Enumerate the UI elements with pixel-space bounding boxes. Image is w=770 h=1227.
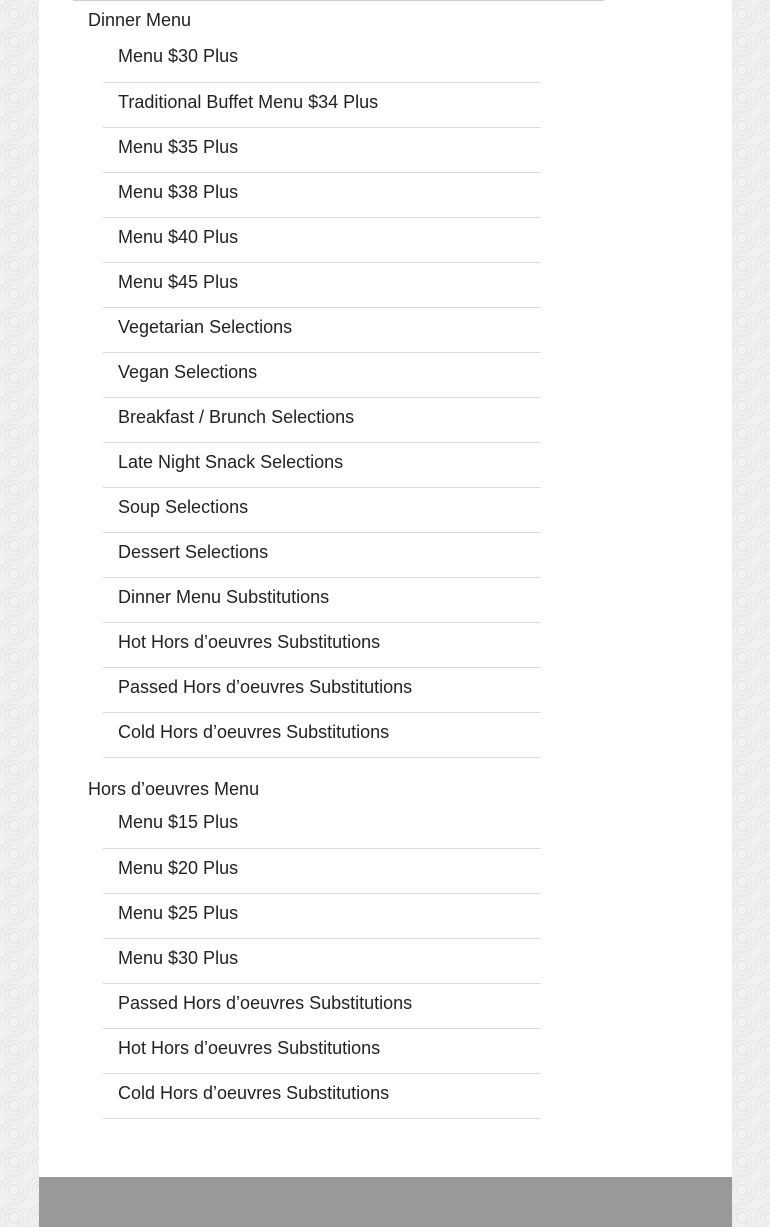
list-item [103, 128, 541, 173]
dinner-menu-list [88, 38, 548, 758]
list-item [103, 713, 541, 758]
list-item [103, 218, 541, 263]
list-item [103, 263, 541, 308]
breakfast-brunch-selections-link[interactable]: Breakfast / Brunch Selections [118, 407, 355, 427]
hors-passed-substitutions-link[interactable]: Passed Hors d’oeuvres Substitutions [118, 993, 413, 1013]
list-item [103, 398, 541, 443]
vegan-selections-link[interactable]: Vegan Selections [118, 362, 258, 382]
dinner-cold-hors-substitutions-link[interactable]: Cold Hors d’oeuvres Substitutions [118, 722, 390, 742]
list-item [103, 533, 541, 578]
dinner-menu-40-plus-link[interactable]: Menu $40 Plus [118, 227, 239, 247]
dinner-menu-45-plus-link[interactable]: Menu $45 Plus [118, 272, 239, 292]
list-item [103, 308, 541, 353]
dinner-menu-30-plus-link[interactable]: Menu $30 Plus [118, 46, 239, 66]
dessert-selections-link[interactable]: Dessert Selections [118, 542, 269, 562]
list-item [103, 984, 541, 1029]
late-night-snack-selections-link[interactable]: Late Night Snack Selections [118, 452, 344, 472]
dinner-hot-hors-substitutions-link[interactable]: Hot Hors d’oeuvres Substitutions [118, 632, 381, 652]
list-item [103, 849, 541, 894]
dinner-menu-35-plus-link[interactable]: Menu $35 Plus [118, 137, 239, 157]
list-item [103, 38, 541, 83]
content-panel [39, 0, 732, 1227]
list-item [103, 578, 541, 623]
menu-navigation [88, 2, 548, 1119]
list-item [103, 488, 541, 533]
hors-hot-substitutions-link[interactable]: Hot Hors d’oeuvres Substitutions [118, 1038, 381, 1058]
dinner-passed-hors-substitutions-link[interactable]: Passed Hors d’oeuvres Substitutions [118, 677, 413, 697]
dinner-menu-substitutions-link[interactable]: Dinner Menu Substitutions [118, 587, 330, 607]
list-item [103, 173, 541, 218]
hors-doeuvres-menu-link[interactable]: Hors d’oeuvres Menu [88, 779, 260, 799]
list-item [103, 894, 541, 939]
traditional-buffet-menu-link[interactable]: Traditional Buffet Menu $34 Plus [118, 92, 379, 112]
list-item [103, 1029, 541, 1074]
list-item [103, 623, 541, 668]
hors-doeuvres-menu-list [88, 804, 548, 1119]
dinner-menu-link[interactable]: Dinner Menu [88, 10, 192, 30]
top-divider [73, 0, 604, 1]
list-item [103, 443, 541, 488]
hors-cold-substitutions-link[interactable]: Cold Hors d’oeuvres Substitutions [118, 1083, 390, 1103]
list-item [103, 353, 541, 398]
list-item [103, 83, 541, 128]
hors-menu-20-plus-link[interactable]: Menu $20 Plus [118, 858, 239, 878]
list-item [103, 804, 541, 849]
hors-menu-25-plus-link[interactable]: Menu $25 Plus [118, 903, 239, 923]
list-item [103, 1074, 541, 1119]
hors-menu-30-plus-link[interactable]: Menu $30 Plus [118, 948, 239, 968]
list-item [103, 668, 541, 713]
footer-bar [39, 1177, 732, 1227]
list-item [103, 939, 541, 984]
soup-selections-link[interactable]: Soup Selections [118, 497, 249, 517]
dinner-menu-38-plus-link[interactable]: Menu $38 Plus [118, 182, 239, 202]
hors-menu-15-plus-link[interactable]: Menu $15 Plus [118, 812, 239, 832]
vegetarian-selections-link[interactable]: Vegetarian Selections [118, 317, 293, 337]
